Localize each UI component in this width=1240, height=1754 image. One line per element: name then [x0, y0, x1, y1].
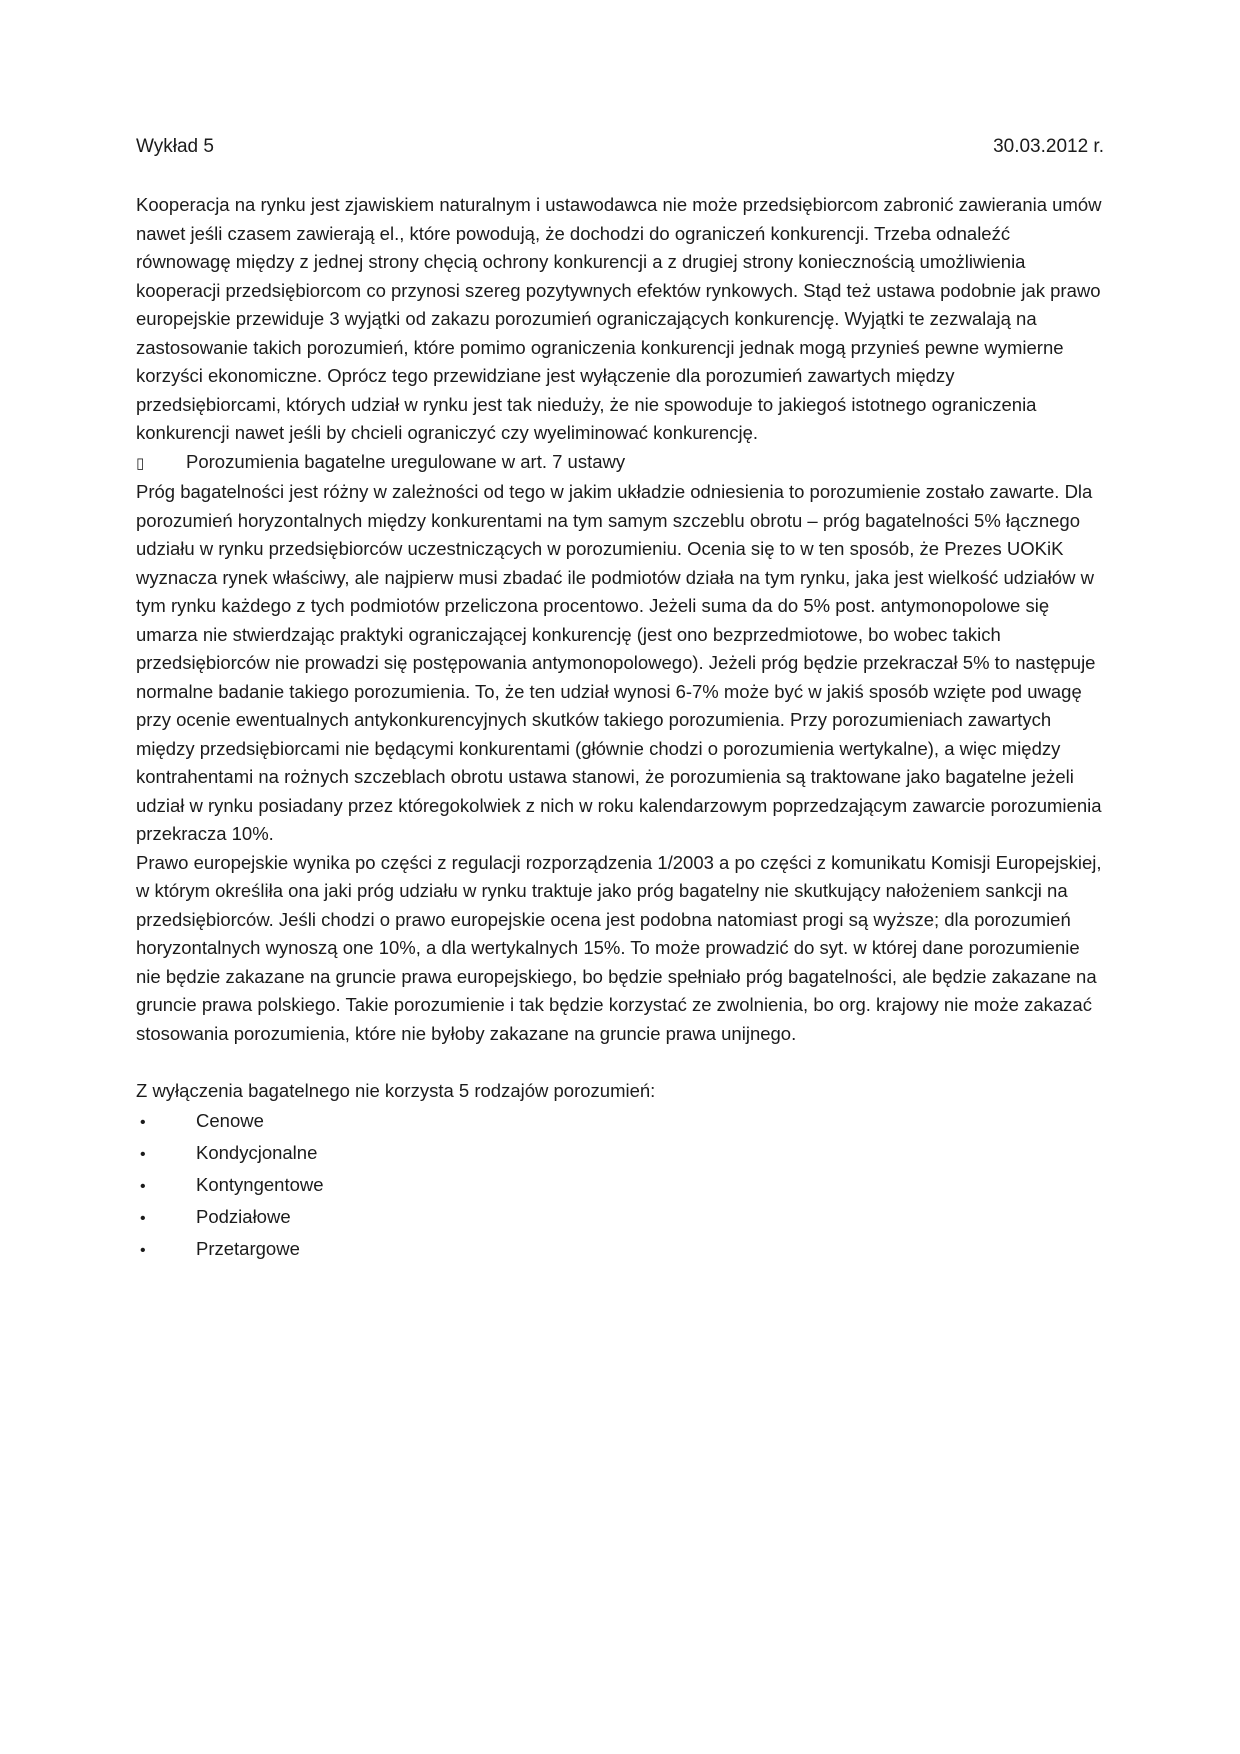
list-item: [136, 1138, 1104, 1169]
list-item-label: Kontyngentowe: [196, 1174, 324, 1195]
bullet-icon: •: [140, 1210, 146, 1227]
paragraph-kooperacja: Kooperacja na rynku jest zjawiskiem naturalnym i ustawodawca nie może przedsiębiorcom zabronić zawierania umów nawet jeśli czasem zawierają el., które powodują, że dochodzi do ograniczeń konkurencji. Trzeba odnaleźć równowagę między z jednej strony chęcią ochrony konkurencji a z drugiej strony koniecznością umożliwienia kooperacji przedsiębiorcom co przynosi szereg pozytywnych efektów rynkowych. Stąd też ustawa podobnie jak prawo europejskie przewiduje 3 wyjątki od zakazu porozumień ograniczających konkurencję. Wyjątki te zezwalają na zastosowanie takich porozumień, które pomimo ograniczenia konkurencji jednak mogą przynieś pewne wymierne korzyści ekonomiczne. Oprócz tego przewidziane jest wyłączenie dla porozumień zawartych między przedsiębiorcami, których udział w rynku jest tak nieduży, że nie spowoduje to jakiegoś istotnego ograniczenia konkurencji nawet jeśli by chcieli ograniczyć czy wyeliminować konkurencję.: [136, 194, 1102, 443]
list-item: [136, 1106, 1104, 1137]
marker-line-text: Porozumienia bagatelne uregulowane w art. 7 ustawy: [186, 450, 626, 472]
lecture-date: 30.03.2012 r.: [993, 136, 1104, 157]
lecture-title: Wykład 5: [136, 136, 214, 157]
missing-glyph-icon: ▯: [136, 454, 145, 472]
bullet-icon: •: [140, 1178, 146, 1195]
paragraph-prog-bagatelnosci: Próg bagatelności jest różny w zależności od tego w jakim układzie odniesienia to porozumienie zostało zawarte. Dla porozumień horyzontalnych między konkurentami na tym samym szczeblu obrotu – próg bagatelności 5% łącznego udziału w rynku przedsiębiorców uczestniczących w porozumieniu. Ocenia się to w ten sposób, że Prezes UOKiK wyznacza rynek właściwy, ale najpierw musi zbadać ile podmiotów działa na tym rynku, jaka jest wielkość udziałów w tym rynku każdego z tych podmiotów przeliczona procentowo. Jeżeli suma da do 5% post. antymonopolowe się umarza nie stwierdzając praktyki ograniczającej konkurencję (jest ono bezprzedmiotowe, bo wobec takich przedsiębiorców nie prowadzi się postępowania antymonopolowego). Jeżeli próg będzie przekraczał 5% to następuje normalne badanie takiego porozumienia. To, że ten udział wynosi 6-7% może być w jakiś sposób wzięte pod uwagę przy ocenie ewentualnych antykonkurencyjnych skutków takiego porozumienia. Przy porozumieniach zawartych między przedsiębiorcami nie będącymi konkurentami (głównie chodzi o porozumienia wertykalne), a więc między kontrahentami na rożnych szczeblach obrotu ustawa stanowi, że porozumienia są traktowane jako bagatelne jeżeli udział w rynku posiadany przez któregokolwiek z nich w roku kalendarzowym poprzedzającym zawarcie porozumienia przekracza 10%.: [136, 481, 1102, 844]
porozumienia-bullet-list: [136, 1106, 1104, 1265]
marker-line-bagatelne: [136, 448, 1104, 479]
bullet-icon: •: [140, 1146, 146, 1163]
bullet-icon: •: [140, 1242, 146, 1259]
list-item-label: Przetargowe: [196, 1238, 300, 1259]
list-item-label: Kondycjonalne: [196, 1142, 318, 1163]
list-item-label: Podziałowe: [196, 1206, 291, 1227]
list-item: [136, 1202, 1104, 1233]
list-item-label: Cenowe: [196, 1110, 264, 1131]
paragraph-prawo-europejskie: Prawo europejskie wynika po części z regulacji rozporządzenia 1/2003 a po części z komunikatu Komisji Europejskiej, w którym określiła ona jaki próg udziału w rynku traktuje jako próg bagatelny nie skutkujący nałożeniem sankcji na przedsiębiorców. Jeśli chodzi o prawo europejskie ocena jest podobna natomiast progi są wyższe; dla porozumień horyzontalnych wynoszą one 10%, a dla wertykalnych 15%. To może prowadzić do syt. w której dane porozumienie nie będzie zakazane na gruncie prawa europejskiego, bo będzie spełniało próg bagatelności, ale będzie zakazane na gruncie prawa polskiego. Takie porozumienie i tak będzie korzystać ze zwolnienia, bo org. krajowy nie może zakazać stosowania porozumienia, które nie byłoby zakazane na gruncie prawa unijnego.: [136, 851, 1102, 1044]
bullet-icon: •: [140, 1114, 146, 1131]
list-intro: Z wyłączenia bagatelnego nie korzysta 5 rodzajów porozumień:: [136, 1079, 656, 1101]
document-header: [136, 135, 1104, 159]
list-item: [136, 1170, 1104, 1201]
list-item: [136, 1234, 1104, 1265]
